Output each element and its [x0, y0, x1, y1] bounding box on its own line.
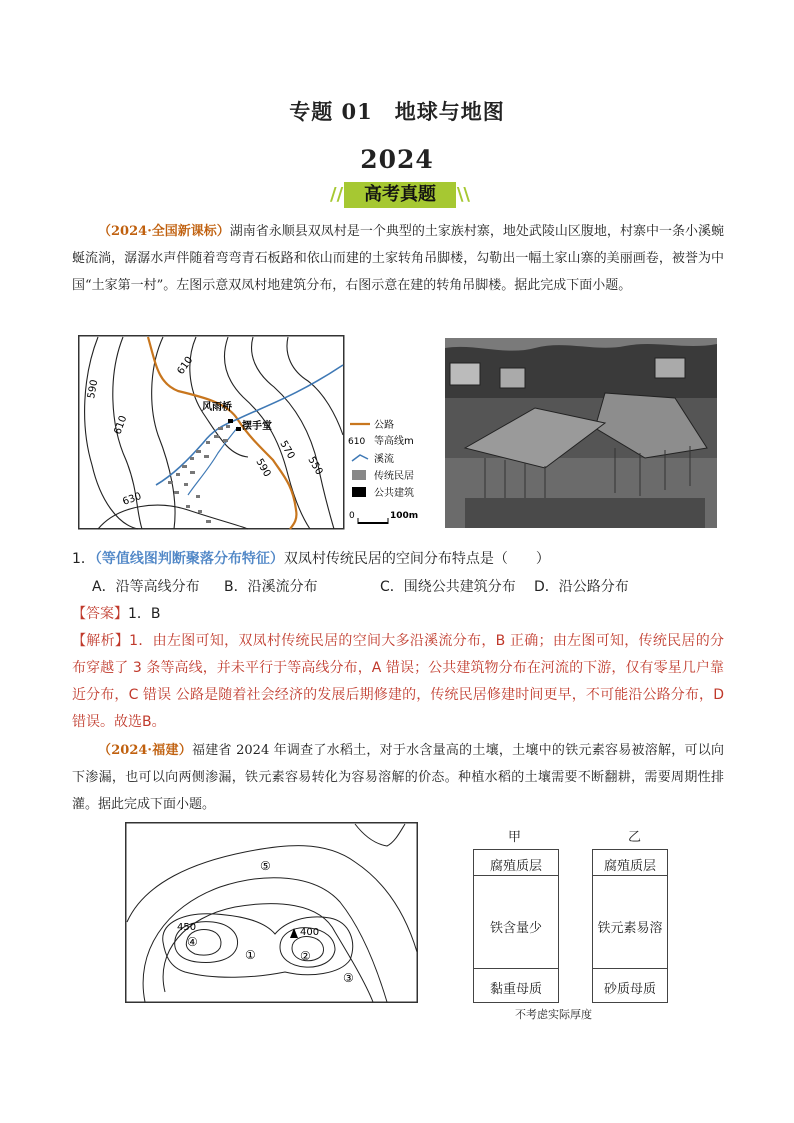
profile-jia-label: 甲 — [508, 830, 522, 845]
legend-stream-swatch — [352, 455, 368, 461]
point-4: ④ — [187, 935, 198, 949]
q2-source: （2024·福建） — [98, 743, 192, 758]
contour-label: 570 — [277, 439, 297, 462]
q1-option-c[interactable]: C．围绕公共建筑分布 — [380, 579, 516, 595]
year-heading: 2024 — [360, 145, 434, 174]
point-1: ① — [245, 948, 256, 962]
answer-value: 1．B — [128, 606, 161, 622]
q1-intro — [72, 218, 724, 299]
point-5: ⑤ — [260, 859, 271, 873]
elev-400: 400 — [300, 927, 320, 938]
yi-layer-bottom: 砂质母质 — [603, 982, 656, 997]
legend-contour-label: 等高线m — [374, 436, 414, 447]
banner-label: 高考真题 — [344, 182, 456, 208]
scale-bar — [349, 511, 418, 524]
village-contour-map — [78, 335, 423, 530]
yi-layer-top: 腐殖质层 — [603, 859, 656, 874]
contour-label: 630 — [121, 490, 143, 508]
q1-stem: 双凤村传统民居的空间分布特点是（ ） — [283, 551, 550, 567]
analysis-label: 【解析】 — [72, 633, 130, 649]
point-2: ② — [300, 949, 311, 963]
profile-yi — [592, 849, 668, 1003]
q1-intro-text: 湖南省永顺县双凤村是一个典型的土家族村寨，地处武陵山区腹地，村寨中一条小溪蜿蜒流淌，潺潺水声伴随着弯弯青石板路和依山而建的土家转角吊脚楼，勾勒出一幅土家山寨的美丽画卷，被誉为中国“土家第一村”。左图示意双凤村地建筑分布，右图示意在建的转角吊脚楼。据此完成下面小题。 — [72, 224, 724, 293]
question-1 — [72, 548, 550, 570]
legend-road-label: 公路 — [374, 420, 394, 431]
legend-houses-swatch — [352, 470, 366, 480]
terrain-contour-map — [125, 822, 418, 1003]
banner-slash-right: \\ — [456, 184, 470, 205]
jia-layer-top: 腐殖质层 — [489, 859, 542, 874]
q2-intro — [72, 737, 724, 818]
q1-number: 1． — [72, 551, 95, 567]
profile-note: 不考虑实际厚度 — [515, 1008, 592, 1021]
elev-450: 450 — [177, 922, 197, 933]
legend-houses-label: 传统民居 — [374, 471, 414, 482]
bridge-label: 风雨桥 — [202, 402, 232, 413]
answer-label: 【答案】 — [72, 606, 128, 622]
analysis-block — [72, 628, 724, 736]
point-3: ③ — [343, 971, 354, 985]
contour-label: 590 — [253, 457, 273, 480]
q1-tag: （等值线图判断聚落分布特征） — [94, 551, 284, 567]
profile-jia — [473, 849, 559, 1003]
profile-yi-label: 乙 — [628, 830, 642, 845]
legend-contour-sample: 610 — [348, 437, 366, 447]
scale-end: 100m — [390, 511, 419, 521]
contour-label: 590 — [86, 378, 101, 400]
answer-line — [72, 603, 161, 625]
jia-layer-bottom: 黏重母质 — [489, 982, 542, 997]
scale-zero: 0 — [349, 511, 355, 521]
map2-frame — [126, 823, 418, 1003]
stilted-house-photo — [445, 338, 717, 528]
soil-profiles — [460, 822, 670, 1022]
legend-public-swatch — [352, 487, 366, 497]
contour-label: 610 — [175, 354, 196, 377]
hall-label: 摆手堂 — [242, 421, 272, 432]
legend-stream-label: 溪流 — [374, 454, 394, 465]
legend-public-label: 公共建筑 — [374, 488, 414, 499]
yi-layer-mid: 铁元素易溶 — [597, 921, 663, 936]
contour-label: 550 — [305, 455, 325, 478]
analysis-text: 1．由左图可知，双凤村传统民居的空间大多沿溪流分布，B 正确；由左图可知，传统民居的分布穿越了 3 条等高线，并未平行于等高线分布，A 错误；公共建筑物分布在河流的下游，仅有零星几户靠近分布，C 错误 公路是随着社会经济的发展后期修建的，传统民居修建时间更早，不可能沿公路分布，D 错误。故选B。 — [72, 633, 725, 730]
q2-intro-text: 福建省 2024 年调查了水稻土，对于水含量高的土壤，土壤中的铁元素容易被溶解，可以向下渗漏，也可以向两侧渗漏，铁元素容易转化为容易溶解的价态。种植水稻的土壤需要不断翻耕，需要周期性排灌。据此完成下面小题。 — [72, 743, 724, 812]
q1-source: （2024·全国新课标） — [98, 224, 230, 239]
q1-option-b[interactable]: B．沿溪流分布 — [224, 579, 318, 595]
banner-slash-left: // — [330, 184, 344, 205]
q1-option-d[interactable]: D．沿公路分布 — [534, 579, 629, 595]
map1-legend — [348, 418, 414, 499]
section-banner — [330, 180, 470, 210]
q1-option-a[interactable]: A．沿等高线分布 — [92, 579, 200, 595]
q1-options — [92, 576, 732, 598]
jia-layer-mid: 铁含量少 — [489, 921, 542, 936]
page-title: 专题 01 地球与地图 — [289, 99, 505, 124]
contour-label: 610 — [112, 414, 130, 437]
